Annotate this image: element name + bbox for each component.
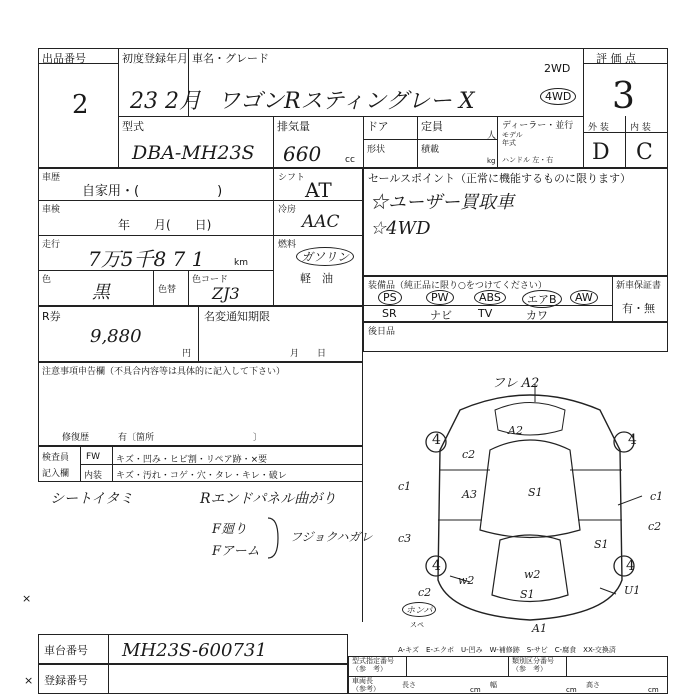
first-registration-label: 初度登録年月: [122, 52, 188, 65]
later-items-label: 後日品: [368, 327, 396, 337]
diagram-bumper-label: ホンパ: [402, 602, 436, 617]
remark-4: Fアーム: [212, 544, 260, 559]
name-change-value: 月 日: [290, 349, 327, 359]
exterior-value: D: [592, 140, 610, 165]
repaint-label: 色替: [158, 285, 177, 295]
diagram-mark-s1-b: S1: [594, 538, 609, 551]
fuel-label: 燃料: [278, 240, 297, 250]
later-items-block: [363, 322, 668, 352]
displacement-unit: cc: [345, 155, 355, 165]
equipment-item: AW: [570, 290, 598, 305]
repair-label: 修復歴: [62, 433, 90, 443]
remark-5: フジョクハガレ: [290, 530, 373, 544]
footer-x-mark-1: ×: [24, 674, 34, 687]
diagram-mark-c2-a: c2: [462, 448, 476, 461]
height-cm: cm: [648, 686, 659, 694]
diagram-mark-u1: U1: [624, 584, 641, 597]
model-label: 型式: [122, 120, 144, 133]
ac-label: 冷房: [278, 205, 297, 215]
chassis-value: MH23S-600731: [122, 640, 267, 661]
shift-label: シフト: [278, 173, 306, 183]
sales-point-2: ☆4WD: [370, 218, 431, 239]
length-label: 車両長 （参考）: [352, 677, 380, 693]
displacement-label: 排気量: [277, 120, 310, 133]
handle-label: ハンドル 左・右: [502, 156, 554, 164]
score-value: 3: [612, 76, 635, 117]
drive-2wd: 2WD: [544, 62, 571, 75]
equipment-item: PS: [378, 290, 402, 305]
mileage-value: 7万5千8 7 1: [88, 247, 205, 271]
color-code-label: 色コード: [192, 275, 229, 285]
load-label: 積載: [421, 145, 440, 155]
diagram-mark-s1-a: S1: [528, 486, 543, 499]
shape-label: 形状: [367, 145, 386, 155]
color-label: 色: [42, 275, 52, 285]
registration-label: 登録番号: [44, 674, 88, 687]
inspection-label: 車検: [42, 205, 61, 215]
inspector-row1-tag: FW: [86, 452, 101, 462]
person-unit: 人: [487, 131, 497, 141]
history-value: 自家用・( ): [82, 184, 223, 199]
remark-lines: [38, 482, 363, 622]
notes-label: 注意事項申告欄（不具合内容等は具体的に記入して下さい）: [42, 367, 286, 377]
ac-value: AAC: [302, 212, 340, 232]
exterior-label: 外 装: [588, 123, 609, 133]
kg-unit: kg: [487, 157, 496, 165]
model-year-label: モデル 年式: [502, 131, 523, 147]
first-registration-value: 23 2月: [130, 89, 201, 114]
name-grade-value: ワゴンRスティングレー X: [218, 89, 475, 114]
fuel-alt: 軽 油: [300, 272, 333, 285]
diagram-mark-a3: A3: [462, 488, 477, 501]
type-cert-label: 型式指定番号 （参 考）: [352, 657, 394, 673]
displacement-value: 660: [283, 142, 322, 166]
warranty-value: 有・無: [622, 302, 655, 315]
recycle-label: R券: [42, 310, 61, 323]
class-label: 類別区分番号 （参 考）: [512, 657, 554, 673]
equipment-item: PW: [426, 290, 454, 305]
dealer-label: ディーラー・並行: [502, 121, 574, 131]
equipment-item: ナビ: [430, 309, 452, 322]
diagram-mark-wheel-fl: 4: [432, 432, 441, 448]
diagram-mark-wheel-rr: 4: [626, 558, 635, 574]
repair-value: 有〔箇所 〕: [118, 433, 263, 443]
inspection-value: 年 月( 日): [118, 218, 212, 232]
mileage-unit: km: [234, 258, 248, 268]
length-cm: cm: [470, 686, 481, 694]
lot-number-label: 出品番号: [42, 52, 86, 65]
name-change-label: 名変通知期限: [204, 310, 270, 323]
equipment-item: SR: [382, 307, 397, 320]
mileage-label: 走行: [42, 240, 61, 250]
width-cm: cm: [566, 686, 577, 694]
capacity-label: 定員: [421, 120, 443, 133]
recycle-unit: 円: [182, 349, 192, 359]
shift-value: AT: [305, 178, 332, 202]
score-label: 評 価 点: [596, 52, 636, 65]
color-value: 黒: [92, 282, 110, 303]
diagram-mark-a1: A1: [532, 622, 547, 635]
remark-2: Rエンドパネル曲がり: [200, 491, 337, 507]
equipment-item: カワ: [526, 309, 548, 322]
inspector-row2-text: キズ・汚れ・コゲ・穴・タレ・キレ・破レ: [116, 471, 287, 481]
door-label: ドア: [367, 120, 389, 133]
recycle-value: 9,880: [90, 326, 142, 347]
name-grade-label: 車名・グレード: [192, 52, 269, 65]
diagram-mark-w2-a: w2: [458, 574, 475, 587]
model-value: DBA-MH23S: [132, 142, 255, 164]
lot-number-value: 2: [72, 90, 89, 120]
equipment-label: 装備品（純正品に限り○をつけてください）: [368, 281, 547, 291]
diagram-mark-wheel-rl: 4: [432, 558, 441, 574]
history-label: 車歴: [42, 173, 61, 183]
interior-label: 内 装: [630, 123, 651, 133]
diagram-top-mark: フレ A2: [492, 376, 540, 391]
chassis-label: 車台番号: [44, 644, 88, 657]
remark-3: F廻り: [212, 522, 248, 537]
interior-value: C: [636, 140, 653, 165]
equipment-item: ABS: [474, 290, 506, 305]
sales-point-1: ☆ユーザー買取車: [370, 192, 514, 213]
diagram-x-mark: ×: [22, 592, 32, 605]
diagram-mark-c1-right: c1: [650, 490, 664, 503]
inspector-label-2: 記入欄: [42, 469, 70, 479]
inspector-label-1: 検査員: [42, 453, 70, 463]
color-code-value: ZJ3: [212, 284, 240, 303]
drive-4wd: 4WD: [540, 88, 576, 105]
equipment-item: TV: [478, 307, 493, 320]
length-sub: 長さ: [402, 681, 416, 689]
diagram-mark-s1-c: S1: [520, 588, 535, 601]
diagram-mark-w2-b: w2: [524, 568, 541, 581]
inspector-row1-text: キズ・凹み・ヒビ割・リペア跡・×要: [116, 455, 268, 465]
fuel-value: ガソリン: [296, 247, 354, 266]
damage-legend: A-キズ E-エクボ U-凹み W-補修跡 S-サビ C-腐食 XX-交換済: [398, 646, 616, 654]
diagram-mark-c1-left: c1: [398, 480, 412, 493]
warranty-label: 新車保証書: [616, 281, 662, 291]
inspector-row2-tag: 内装: [84, 471, 103, 481]
diagram-mark-a2: A2: [508, 424, 523, 437]
sales-point-label: セールスポイント（正常に機能するものに限ります）: [368, 172, 632, 185]
width-sub: 幅: [490, 681, 497, 689]
diagram-bumper-sub: スペ: [410, 621, 424, 629]
diagram-mark-c2-rear: c2: [418, 586, 432, 599]
diagram-mark-c2-right: c2: [648, 520, 662, 533]
height-sub: 高さ: [586, 681, 600, 689]
equipment-item: エアB: [522, 290, 562, 308]
remark-1: シートイタミ: [50, 491, 134, 507]
diagram-mark-c3: c3: [398, 532, 412, 545]
diagram-mark-wheel-fr: 4: [628, 432, 637, 448]
